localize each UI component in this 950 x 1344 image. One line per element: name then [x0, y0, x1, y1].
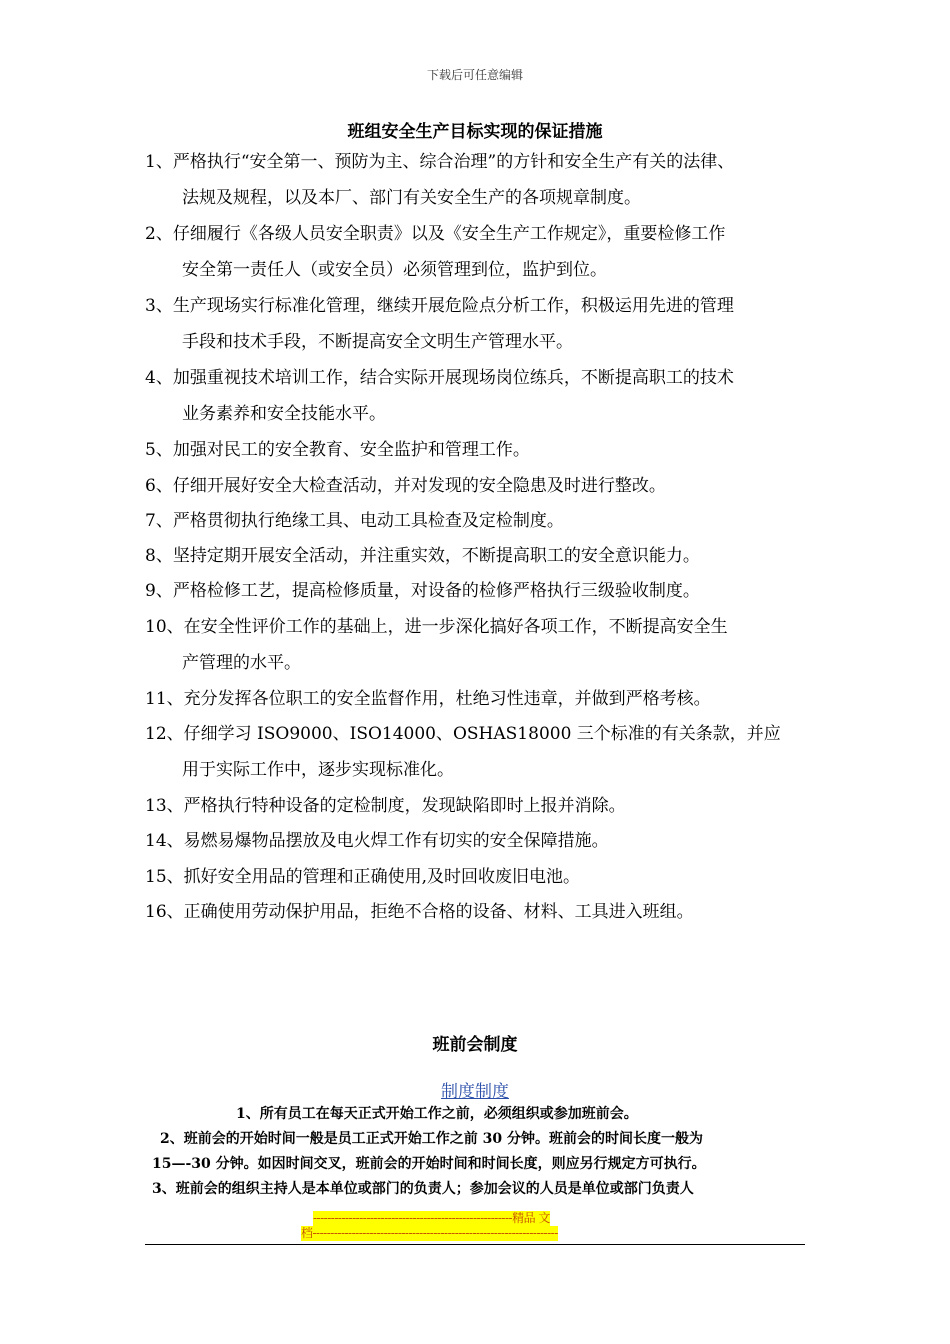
- list-item-text: 11、充分发挥各位职工的安全监督作用，杜绝习性违章，并做到严格考核。: [145, 689, 711, 709]
- rule-line: 3、班前会的组织主持人是本单位或部门的负责人；参加会议的人员是单位或部门负责人: [152, 1181, 694, 1197]
- list-item-continuation: 产管理的水平。: [182, 653, 301, 673]
- list-item: [145, 439, 530, 461]
- list-item-text: 3、生产现场实行标准化管理，继续开展危险点分析工作，积极运用先进的管理: [145, 296, 734, 316]
- list-item: [145, 723, 781, 781]
- list-item: [145, 295, 734, 353]
- list-item: [145, 545, 700, 567]
- list-item: [145, 795, 626, 817]
- rule-line: 1、所有员工在每天正式开始工作之前，必须组织或参加班前会。: [236, 1106, 638, 1122]
- rule-line: 2、班前会的开始时间一般是员工正式开始工作之前 30 分钟。班前会的时间长度一般为: [160, 1131, 703, 1147]
- list-item: [145, 475, 666, 497]
- list-item-text: 15、抓好安全用品的管理和正确使用,及时回收废旧电池。: [145, 867, 581, 887]
- list-item: [145, 866, 580, 888]
- list-item: [145, 510, 564, 532]
- list-item: [145, 616, 728, 674]
- footer-watermark-line2: 档---------------------------------------------------------------------: [301, 1226, 558, 1240]
- list-item-continuation: 安全第一责任人（或安全员）必须管理到位，监护到位。: [182, 260, 607, 280]
- list-item-text: 16、正确使用劳动保护用品，拒绝不合格的设备、材料、工具进入班组。: [145, 902, 694, 922]
- list-item-text: 10、在安全性评价工作的基础上，进一步深化搞好各项工作，不断提高安全生: [145, 617, 728, 637]
- document-title: 班组安全生产目标实现的保证措施: [347, 122, 603, 142]
- list-item: [145, 367, 734, 425]
- footer-watermark-line1: --------------------------------------------------------精品 文: [313, 1211, 550, 1225]
- list-item-text: 12、仔细学习 ISO9000、ISO14000、OSHAS18000 三个标准的有关条款，并应: [145, 724, 781, 744]
- list-item-continuation: 法规及规程，以及本厂、部门有关安全生产的各项规章制度。: [182, 188, 641, 208]
- list-item-text: 9、严格检修工艺，提高检修质量，对设备的检修严格执行三级验收制度。: [145, 581, 700, 601]
- list-item-continuation: 手段和技术手段，不断提高安全文明生产管理水平。: [182, 332, 573, 352]
- list-item-text: 6、仔细开展好安全大检查活动，并对发现的安全隐患及时进行整改。: [145, 476, 666, 496]
- list-item: [145, 580, 700, 602]
- list-item-text: 7、严格贯彻执行绝缘工具、电动工具检查及定检制度。: [145, 511, 564, 531]
- section-title: 班前会制度: [432, 1035, 518, 1055]
- list-item-text: 2、仔细履行《各级人员安全职责》以及《安全生产工作规定》，重要检修工作: [145, 224, 726, 244]
- regulation-link[interactable]: 制度制度: [441, 1082, 509, 1102]
- list-item: [145, 151, 734, 209]
- list-item-text: 8、坚持定期开展安全活动，并注重实效，不断提高职工的安全意识能力。: [145, 546, 700, 566]
- list-item: [145, 223, 725, 281]
- list-item: [145, 688, 711, 710]
- list-item-text: 5、加强对民工的安全教育、安全监护和管理工作。: [145, 440, 530, 460]
- list-item: [145, 901, 694, 923]
- list-item: [145, 830, 609, 852]
- list-item-continuation: 用于实际工作中，逐步实现标准化。: [182, 760, 454, 780]
- list-item-text: 13、严格执行特种设备的定检制度，发现缺陷即时上报并消除。: [145, 796, 626, 816]
- rule-line: 15—-30 分钟。如因时间交叉，班前会的开始时间和时间长度，则应另行规定方可执行。: [152, 1156, 706, 1172]
- list-item-text: 14、易燃易爆物品摆放及电火焊工作有切实的安全保障措施。: [145, 831, 609, 851]
- list-item-text: 1、严格执行“安全第一、预防为主、综合治理”的方针和安全生产有关的法律、: [145, 152, 735, 172]
- list-item-continuation: 业务素养和安全技能水平。: [182, 404, 386, 424]
- divider: [145, 1244, 805, 1245]
- header-note: 下载后可任意编辑: [426, 68, 523, 82]
- list-item-text: 4、加强重视技术培训工作，结合实际开展现场岗位练兵，不断提高职工的技术: [145, 368, 734, 388]
